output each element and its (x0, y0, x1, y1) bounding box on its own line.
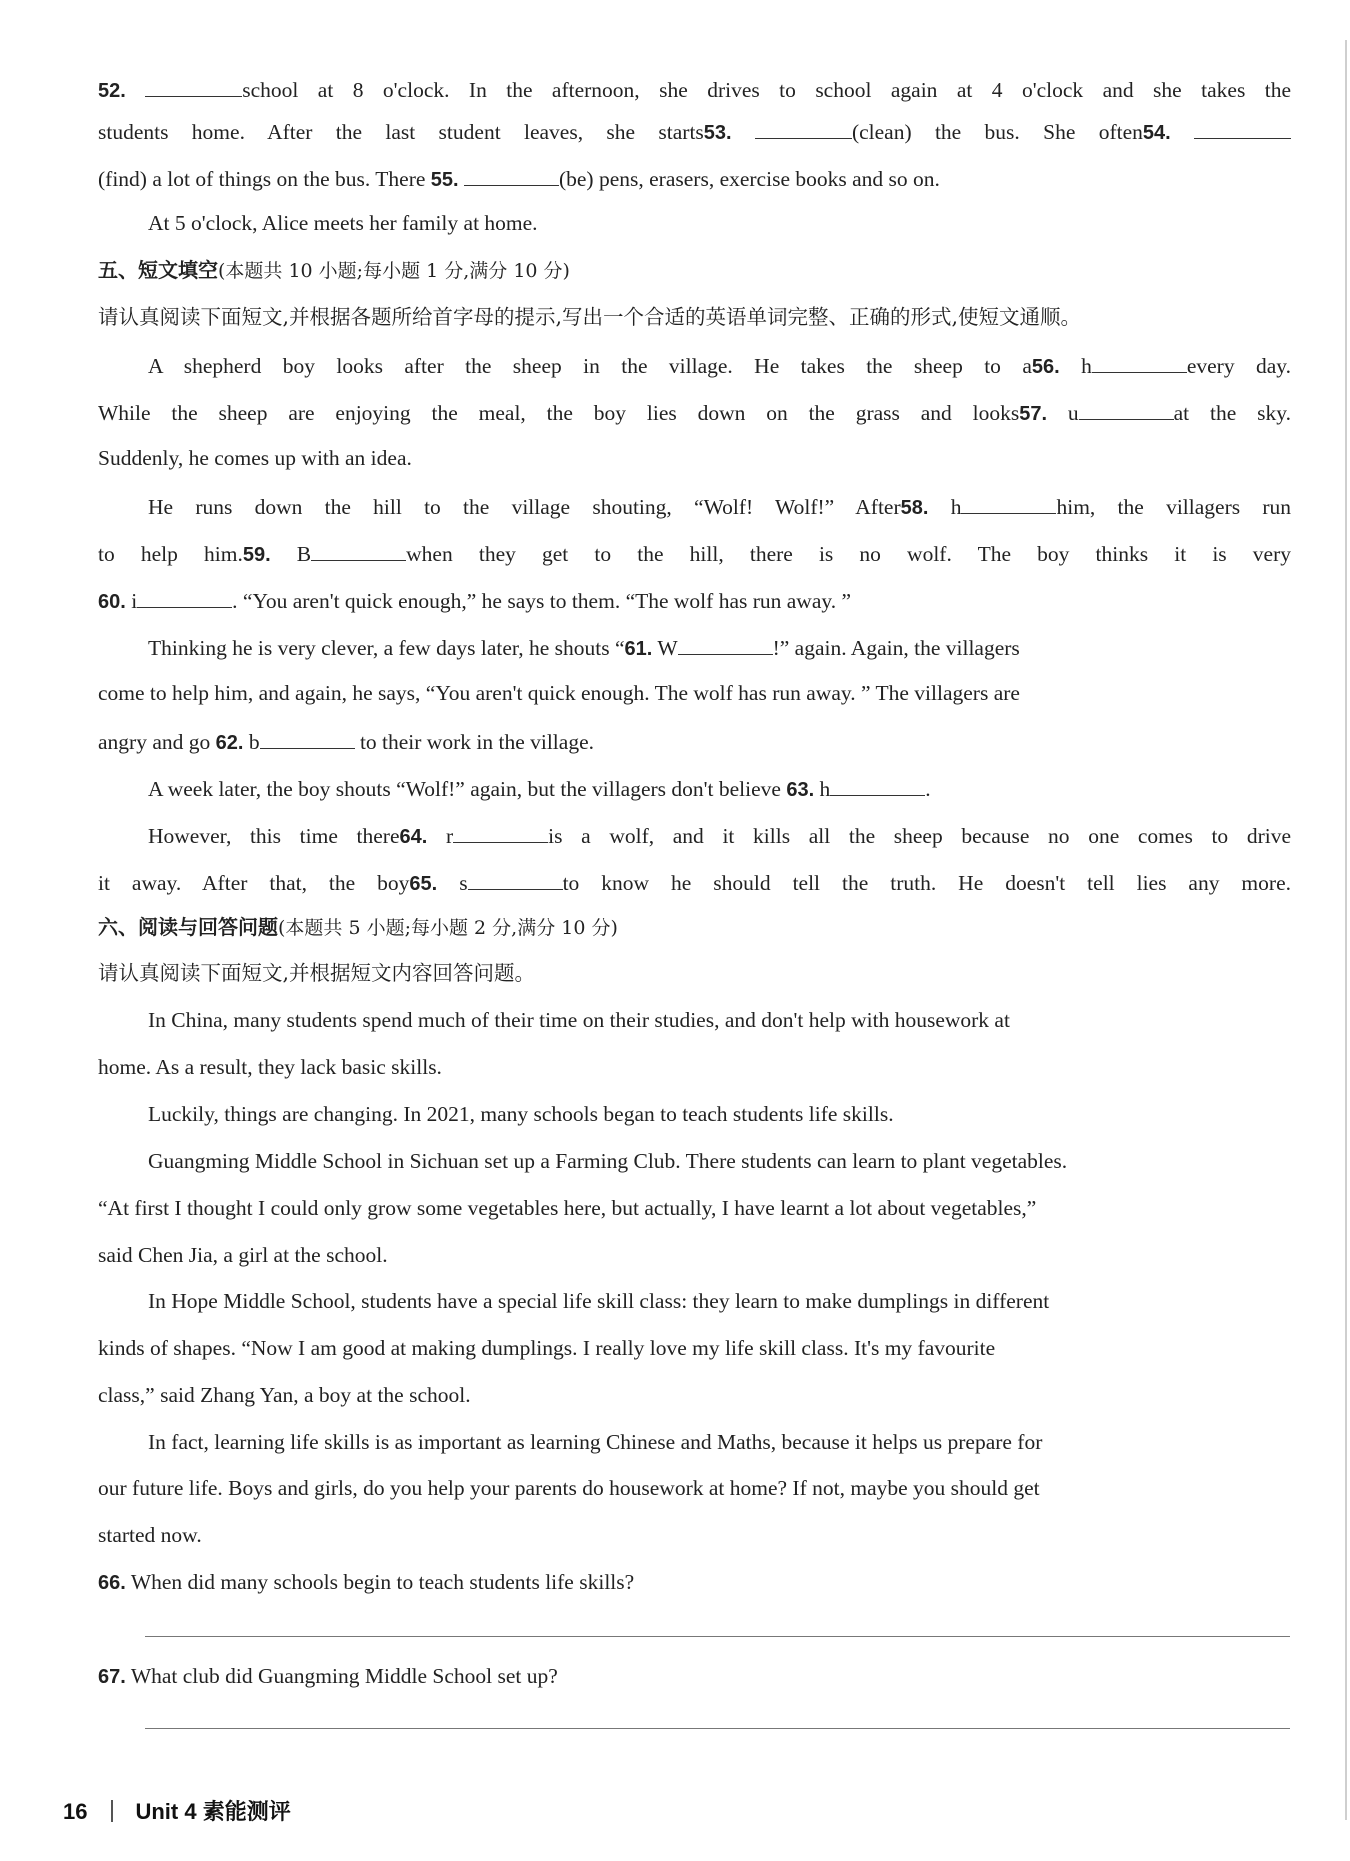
initial-hint: u (1067, 401, 1079, 425)
question-number: 65. (409, 873, 438, 895)
passage-text: A shepherd boy looks after the sheep in the village. He takes the sheep to a (148, 354, 1032, 378)
passage-text: school at 8 o'clock. In the afternoon, she drives to school again at 4 o'clock and she takes the (242, 78, 1291, 102)
answer-blank[interactable] (145, 74, 242, 97)
answer-line[interactable] (145, 1728, 1290, 1729)
passage-text: our future life. Boys and girls, do you help your parents do housework at home? If not, maybe you should get (98, 1476, 1040, 1500)
answer-blank[interactable] (468, 867, 563, 890)
question-number: 66. (98, 1572, 126, 1594)
answer-blank[interactable] (1092, 350, 1187, 373)
answer-blank[interactable] (830, 773, 925, 796)
passage-text: every day. (1186, 354, 1292, 378)
passage-text: students home. After the last student leaves, she starts (98, 120, 704, 144)
question-number: 56. (1031, 356, 1060, 378)
question-number: 53. (703, 122, 732, 144)
page-number: 16 (63, 1799, 88, 1824)
passage-text: when they get to the hill, there is no wolf. The boy thinks it is very (406, 542, 1292, 566)
initial-hint: W (657, 636, 678, 660)
answer-blank[interactable] (453, 820, 548, 843)
passage-text: started now. (98, 1523, 202, 1547)
answer-blank[interactable] (678, 632, 773, 655)
page-footer (63, 1795, 291, 1826)
question-number: 57. (1019, 403, 1048, 425)
question-text: When did many schools begin to teach students life skills? (130, 1570, 635, 1594)
passage-line (148, 350, 1291, 381)
initial-hint: i (131, 589, 138, 613)
question-number: 63. (786, 779, 815, 801)
question-number: 55. (430, 169, 459, 191)
passage-line (148, 820, 1291, 851)
question (98, 1568, 1291, 1597)
passage-line (98, 585, 1291, 616)
passage-text: come to help him, and again, he says, “You aren't quick enough. The wolf has run away. ” The villagers are (98, 681, 1020, 705)
section-note: (本题共 10 小题;每小题 1 分,满分 10 分) (218, 260, 570, 282)
passage-text: At 5 o'clock, Alice meets her family at home. (148, 211, 538, 235)
passage-text: Thinking he is very clever, a few days later, he shouts “ (148, 636, 625, 660)
passage-text: him, the villagers run (1056, 495, 1292, 519)
passage-text: A week later, the boy shouts “Wolf!” again, but the villagers don't believe (148, 777, 781, 801)
passage-text: kinds of shapes. “Now I am good at making dumplings. I really love my life skill class. It's my favourite (98, 1336, 996, 1360)
passage-line (98, 163, 1291, 194)
answer-blank[interactable] (260, 726, 355, 749)
passage-text: said Chen Jia, a girl at the school. (98, 1243, 388, 1267)
passage-text: Luckily, things are changing. In 2021, many schools began to teach students life skills. (148, 1102, 894, 1126)
passage-text: He runs down the hill to the village shouting, “Wolf! Wolf!” After (148, 495, 901, 519)
initial-hint: h (819, 777, 831, 801)
passage-text: In China, many students spend much of their time on their studies, and don't help with housework at (148, 1008, 1010, 1032)
page-edge-shadow (1345, 40, 1347, 1820)
passage-line (148, 773, 1291, 804)
initial-hint: b (248, 730, 260, 754)
question-number: 58. (900, 497, 929, 519)
answer-blank[interactable] (464, 163, 559, 186)
section-instruction: 请认真阅读下面短文,并根据短文内容回答问题。 (98, 961, 536, 985)
answer-blank[interactable] (1194, 116, 1291, 139)
passage-text: (be) pens, erasers, exercise books and so on. (558, 167, 940, 191)
initial-hint: h (1081, 354, 1092, 378)
question-number: 59. (242, 544, 271, 566)
section-heading (98, 256, 1291, 285)
question-number: 52. (98, 80, 126, 102)
passage-text: “At first I thought I could only grow some vegetables here, but actually, I have learnt a lot about vegetables,” (98, 1196, 1037, 1220)
initial-hint: h (950, 495, 962, 519)
answer-blank[interactable] (1079, 397, 1174, 420)
section-heading (98, 913, 1291, 942)
question-number: 62. (215, 732, 244, 754)
passage-text: home. As a result, they lack basic skills. (98, 1055, 442, 1079)
passage-text: In Hope Middle School, students have a special life skill class: they learn to make dumplings in different (148, 1289, 1050, 1313)
passage-text: class,” said Zhang Yan, a boy at the school. (98, 1383, 471, 1407)
passage-line (98, 538, 1291, 569)
section-title: 五、短文填空 (98, 258, 218, 282)
answer-blank[interactable] (137, 585, 232, 608)
passage-text: However, this time there (148, 824, 400, 848)
passage-text: (clean) the bus. She often (851, 120, 1143, 144)
answer-blank[interactable] (311, 538, 406, 561)
passage-text: angry and go (98, 730, 211, 754)
passage-line (148, 491, 1291, 522)
passage-text: to their work in the village. (359, 730, 594, 754)
passage-line (148, 632, 1291, 663)
answer-line[interactable] (145, 1636, 1290, 1637)
passage-text: at the sky. (1173, 401, 1291, 425)
passage-text: . “You aren't quick enough,” he says to them. “The wolf has run away. ” (232, 589, 852, 613)
passage-text: !” again. Again, the villagers (772, 636, 1020, 660)
passage-text: . (925, 777, 931, 801)
question-number: 61. (624, 638, 653, 660)
passage-text: to help him. (98, 542, 243, 566)
question-number: 67. (98, 1666, 126, 1688)
answer-blank[interactable] (755, 116, 852, 139)
question (98, 1662, 1291, 1691)
passage-line (98, 397, 1291, 428)
section-instruction: 请认真阅读下面短文,并根据各题所给首字母的提示,写出一个合适的英语单词完整、正确的形式,使短文通顺。 (98, 305, 1082, 329)
initial-hint: r (445, 824, 454, 848)
footer-divider (111, 1800, 113, 1822)
passage-text: Suddenly, he comes up with an idea. (98, 446, 412, 470)
passage-line (98, 726, 1291, 757)
initial-hint: B (296, 542, 312, 566)
question-number: 54. (1142, 122, 1171, 144)
unit-label: Unit 4 素能测评 (135, 1799, 291, 1824)
passage-text: to know he should tell the truth. He doesn't tell lies any more. (562, 871, 1291, 895)
section-note: (本题共 5 小题;每小题 2 分,满分 10 分) (278, 917, 618, 939)
passage-text: In fact, learning life skills is as important as learning Chinese and Maths, because it helps us prepare for (148, 1430, 1043, 1454)
passage-line (98, 867, 1291, 898)
passage-line (98, 74, 1291, 105)
answer-blank[interactable] (961, 491, 1056, 514)
passage-line (98, 116, 1291, 147)
section-title: 六、阅读与回答问题 (98, 915, 278, 939)
initial-hint: s (459, 871, 468, 895)
question-number: 64. (399, 826, 428, 848)
passage-text: Guangming Middle School in Sichuan set up a Farming Club. There students can learn to plant vegetables. (148, 1149, 1068, 1173)
passage-text: is a wolf, and it kills all the sheep because no one comes to drive (548, 824, 1292, 848)
passage-text: While the sheep are enjoying the meal, the boy lies down on the grass and looks (98, 401, 1020, 425)
passage-text: it away. After that, the boy (98, 871, 410, 895)
passage-text: (find) a lot of things on the bus. There (98, 167, 426, 191)
question-text: What club did Guangming Middle School set up? (130, 1664, 558, 1688)
question-number: 60. (98, 591, 126, 613)
